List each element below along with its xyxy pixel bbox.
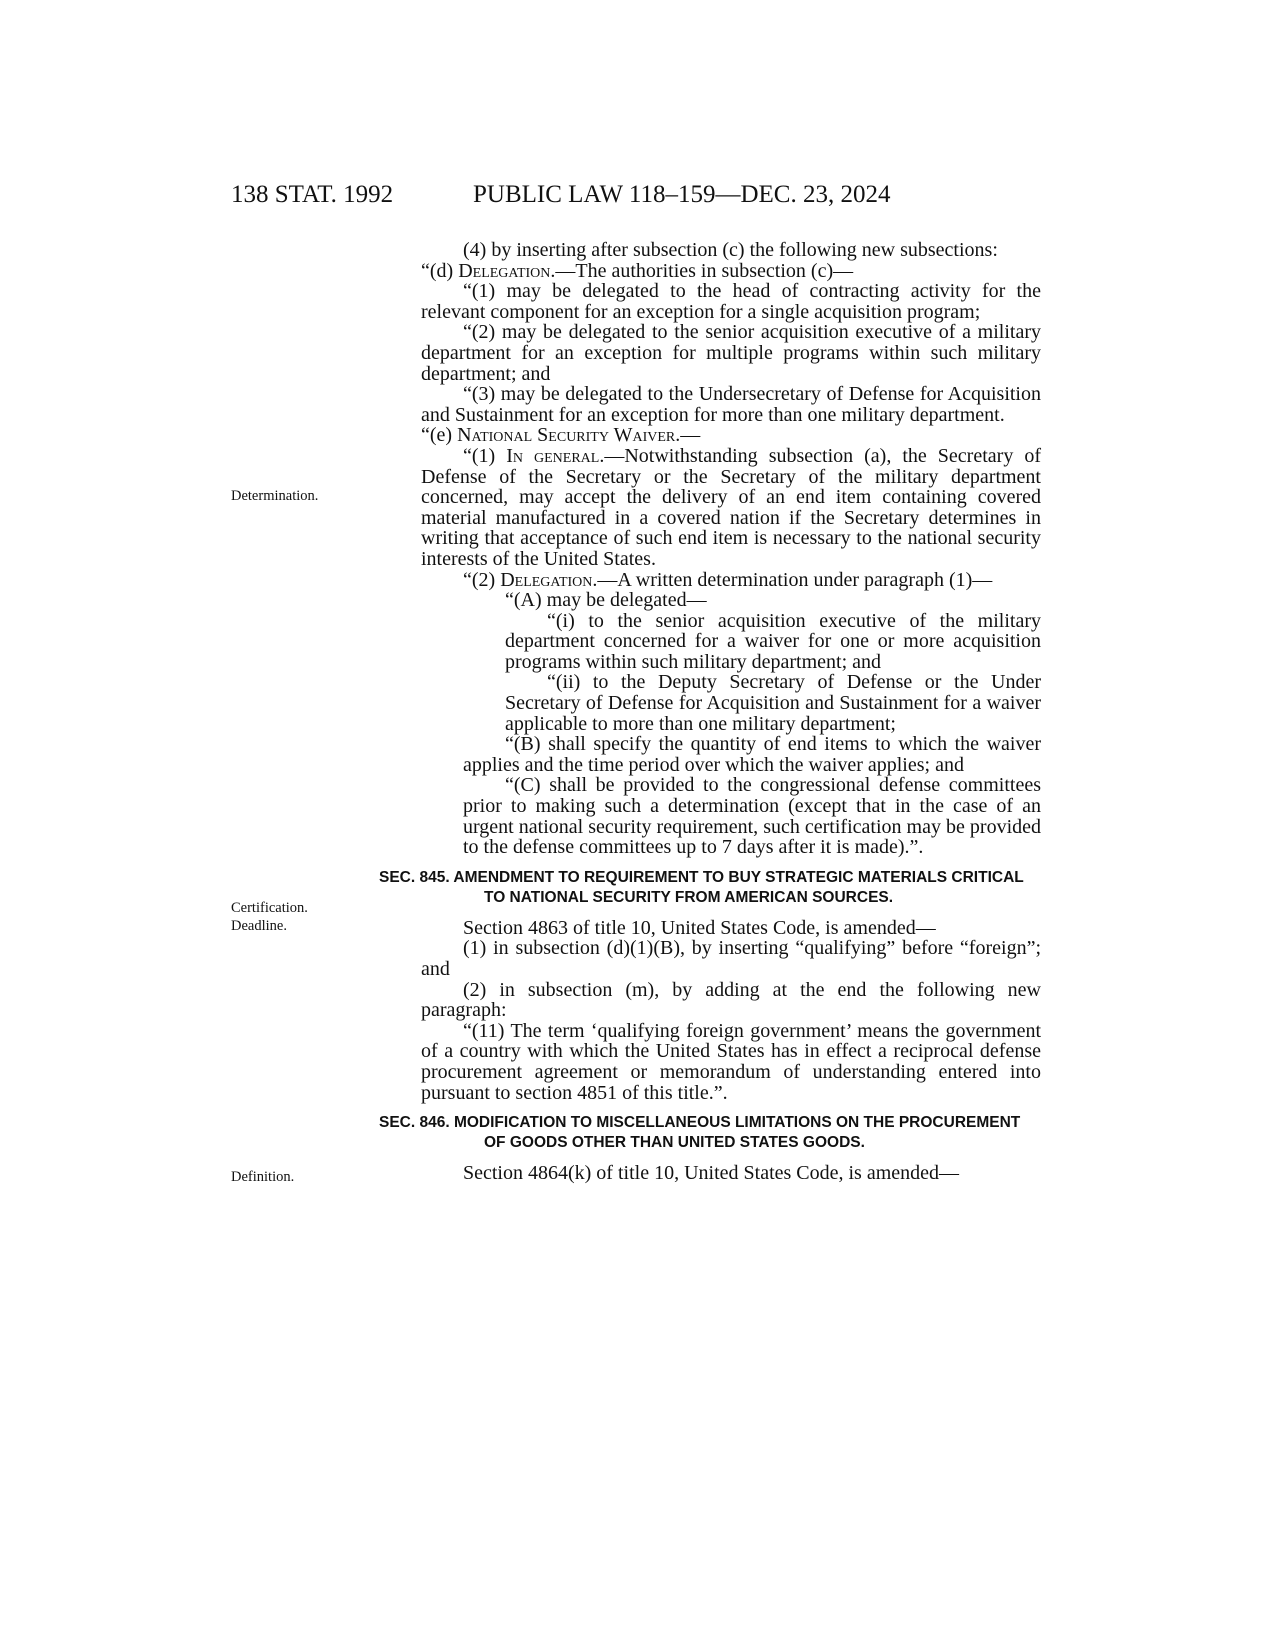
section-845-item-2: (2) in subsection (m), by adding at the end the following new paragraph:	[421, 978, 1041, 1022]
section-845-heading: SEC. 845. AMENDMENT TO REQUIREMENT TO BUY STRATEGIC MATERIALS CRITICAL TO NATIONAL SECURITY FROM AMERICAN SOURCES.	[379, 868, 1024, 906]
clause-i: “(i) to the senior acquisition executive of the military department concerned for a waiver for one or more acquisition programs within such military department; and	[505, 609, 1041, 673]
margin-note-deadline: Deadline.	[231, 918, 287, 934]
subsection-e-heading: “(e) National Security Waiver.—	[421, 424, 701, 447]
page-stat-citation: 138 STAT. 1992	[231, 181, 394, 208]
section-845-paragraph-11: “(11) The term ‘qualifying foreign government’ means the government of a country with which the United States has in effect a reciprocal defense procurement agreement or memorandum of understanding entered into pursuant to section 4851 of this title.”.	[421, 1019, 1041, 1104]
section-846-heading: SEC. 846. MODIFICATION TO MISCELLANEOUS LIMITATIONS ON THE PROCUREMENT OF GOODS OTHER THAN UNITED STATES GOODS.	[379, 1114, 1021, 1152]
subparagraph-B: “(B) shall specify the quantity of end items to which the waiver applies and the time period over which the waiver applies; and	[463, 733, 1041, 776]
margin-note-certification: Certification.	[231, 900, 308, 916]
subparagraph-A: “(A) may be delegated—	[505, 589, 707, 612]
paragraph-4: (4) by inserting after subsection (c) the following new subsections:	[463, 239, 998, 261]
section-845-item-1: (1) in subsection (d)(1)(B), by inserting “qualifying” before “foreign”; and	[421, 937, 1041, 980]
subsection-d-2: “(2) may be delegated to the senior acquisition executive of a military department for an exception for multiple programs within such military department; and	[421, 321, 1041, 385]
subparagraph-C: “(C) shall be provided to the congressional defense committees prior to making such a determination (except that in the case of an urgent national security requirement, such certification may be provided to the defense committees up to 7 days after it is made).”.	[463, 774, 1041, 859]
running-header: PUBLIC LAW 118–159—DEC. 23, 2024	[473, 181, 891, 208]
subsection-e-2: “(2) Delegation.—A written determination under paragraph (1)—	[463, 568, 993, 591]
subsection-d-3: “(3) may be delegated to the Undersecretary of Defense for Acquisition and Sustainment for an exception for more than one military department.	[421, 383, 1041, 426]
subsection-d-heading: “(d) Delegation.—The authorities in subsection (c)—	[421, 259, 854, 282]
section-846-intro: Section 4864(k) of title 10, United States Code, is amended—	[463, 1162, 960, 1185]
margin-note-definition: Definition.	[231, 1169, 295, 1185]
subsection-e-1: “(1) In general.—Notwithstanding subsection (a), the Secretary of Defense of the Secretary or the Secretary of the military department concerned, may accept the delivery of an end item containing covered material manufactured in a covered nation if the Secretary determines in writing that acceptance of such end item is necessary to the national security interests of the United States.	[421, 444, 1041, 570]
section-845-intro: Section 4863 of title 10, United States Code, is amended—	[463, 916, 936, 939]
margin-note-determination: Determination.	[231, 488, 319, 504]
subsection-d-1: “(1) may be delegated to the head of contracting activity for the relevant component for an exception for a single acquisition program;	[421, 280, 1041, 323]
main-text-column	[379, 239, 1041, 1185]
clause-ii: “(ii) to the Deputy Secretary of Defense or the Under Secretary of Defense for Acquisition and Sustainment for a waiver applicable to more than one military department;	[505, 671, 1041, 735]
